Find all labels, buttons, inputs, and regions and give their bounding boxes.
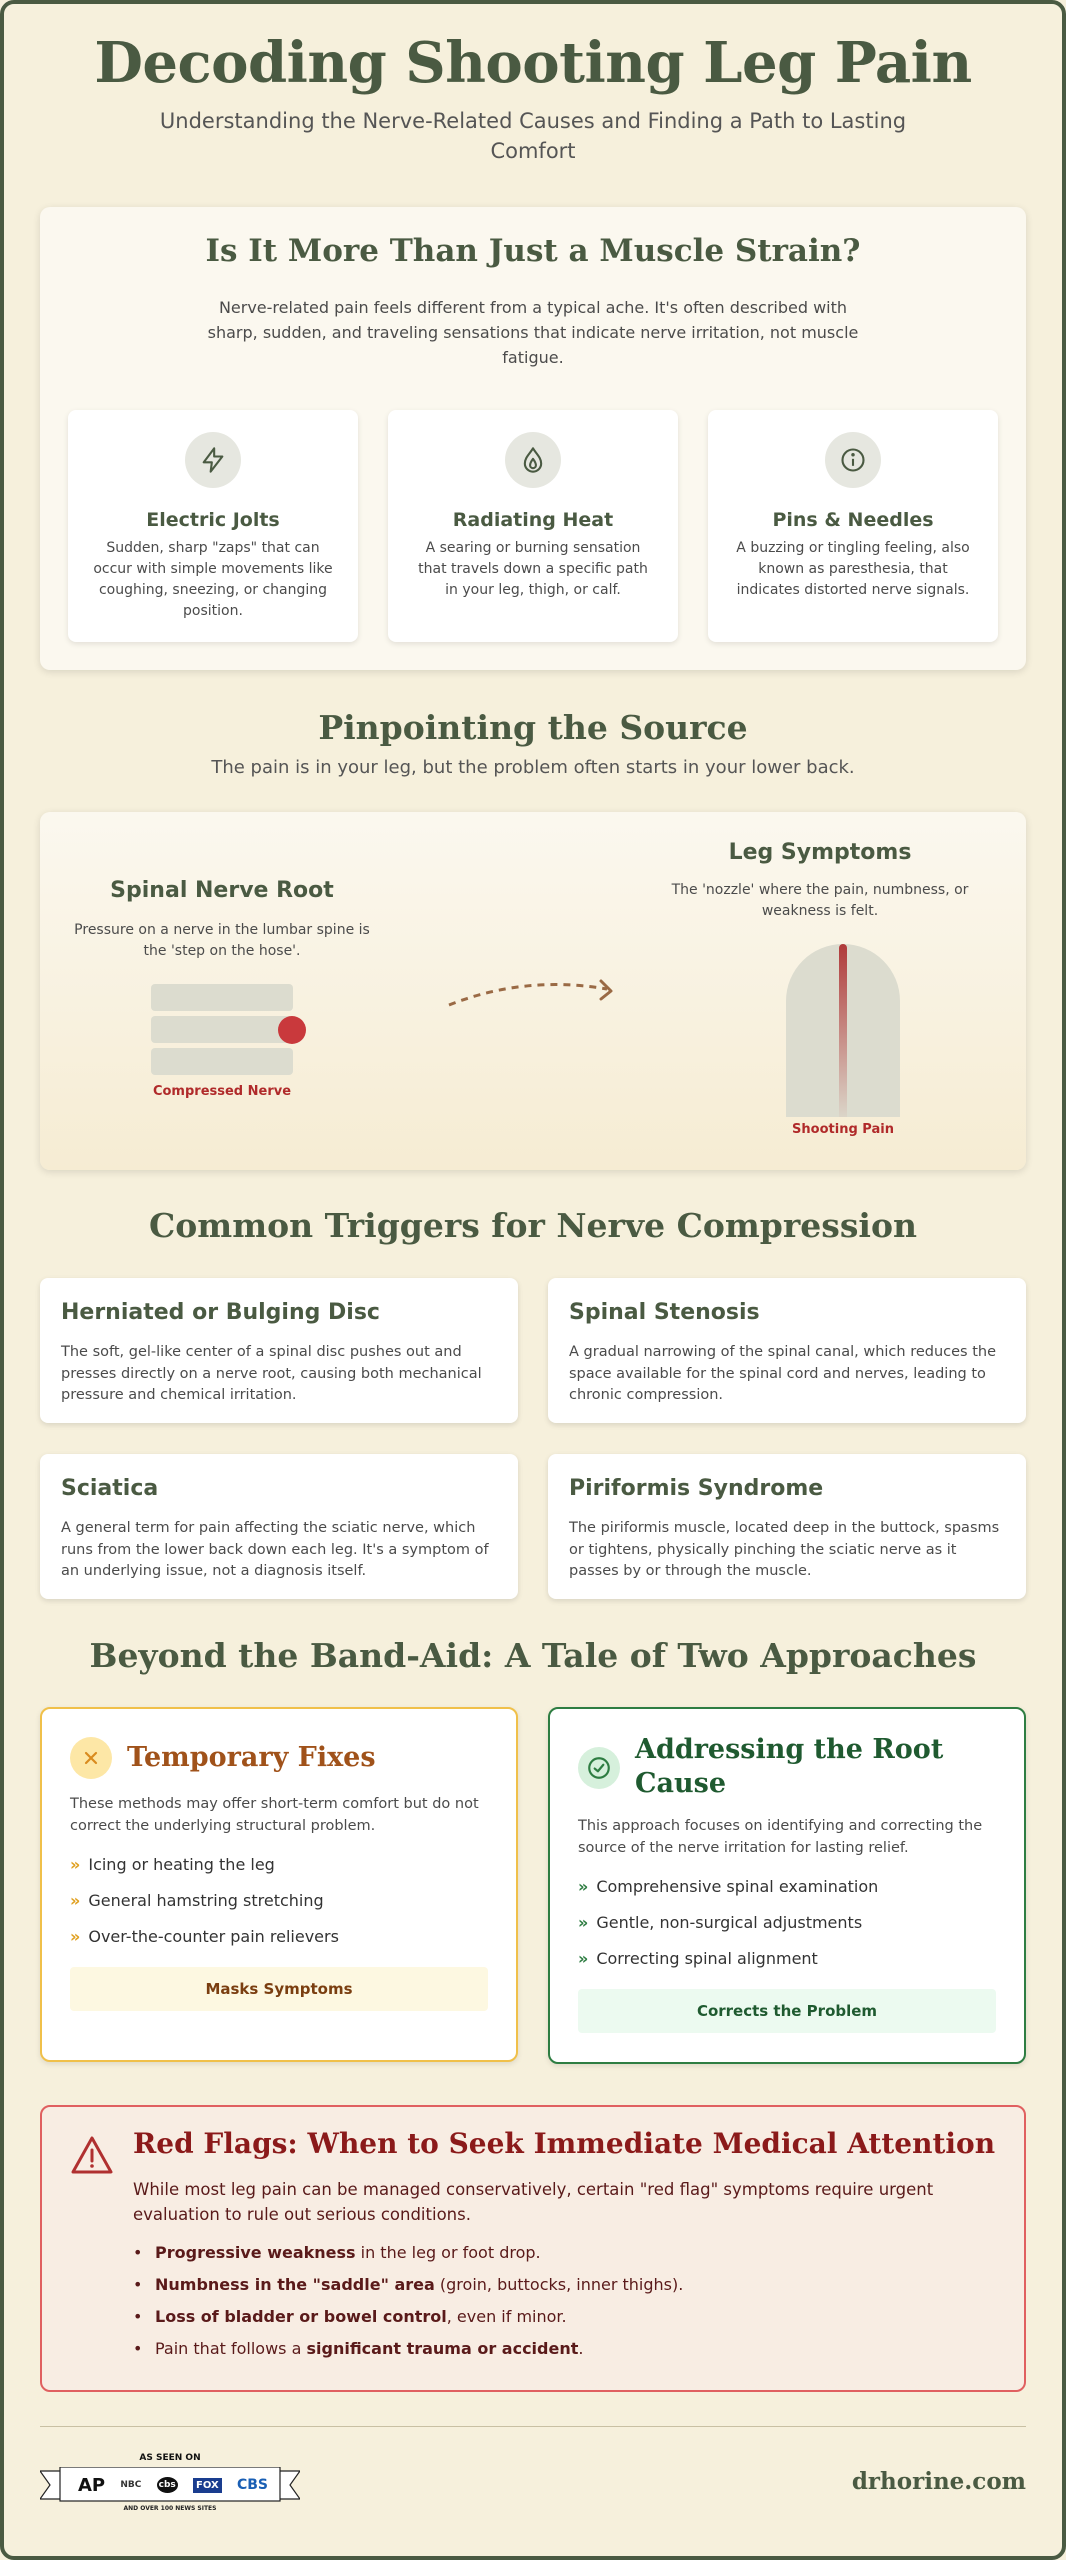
- ap-logo: AP: [78, 2474, 106, 2496]
- arrow-icon: [445, 967, 625, 1017]
- symptom-card-radiating-heat: [388, 410, 678, 642]
- masks-symptoms-tag: Masks Symptoms: [70, 1967, 488, 2011]
- more-sites-text: AND OVER 100 NEWS SITES: [123, 2505, 217, 2512]
- source-section-title: Pinpointing the Source: [318, 708, 748, 747]
- symptom-title: Electric Jolts: [146, 509, 280, 531]
- red-flags-desc: While most leg pain can be managed conservatively, certain "red flag" symptoms require urgent evaluation to rule out serious conditions.: [133, 2180, 934, 2224]
- close-icon: [70, 1737, 112, 1779]
- trigger-title: Sciatica: [61, 1476, 159, 1501]
- page-subtitle: Understanding the Nerve-Related Causes and Finding a Path to Lasting Comfort: [159, 109, 907, 163]
- trigger-title: Spinal Stenosis: [569, 1300, 760, 1325]
- network-logos: [78, 2473, 268, 2497]
- root-title: Addressing the Root Cause: [635, 1734, 944, 1799]
- red-flags-title: Red Flags: When to Seek Immediate Medical Attention: [133, 2127, 996, 2160]
- trigger-card-sciatica: [40, 1454, 518, 1599]
- leg-desc: The 'nozzle' where the pain, numbness, or weakness is felt.: [671, 882, 969, 919]
- trigger-desc: The piriformis muscle, located deep in the buttock, spasms or tightens, physically pinching the sciatic nerve as it passes by or through the muscle.: [569, 1520, 1000, 1579]
- as-seen-on-text: AS SEEN ON: [139, 2453, 201, 2463]
- vertebra: [151, 984, 293, 1011]
- info-icon: [825, 432, 881, 488]
- warning-icon: [70, 2135, 114, 2179]
- spine-desc: Pressure on a nerve in the lumbar spine is the 'step on the hose'.: [74, 922, 370, 959]
- nbc-logo: NBC: [120, 2480, 142, 2490]
- as-seen-on-badge: [40, 2453, 300, 2515]
- corrects-problem-tag: Corrects the Problem: [578, 1989, 996, 2033]
- temporary-fixes-card: [40, 1707, 518, 2062]
- compressed-nerve-label: Compressed Nerve: [152, 1084, 292, 1099]
- list-item: » Gentle, non-surgical adjustments: [578, 1913, 863, 1932]
- page-title: Decoding Shooting Leg Pain: [94, 30, 972, 96]
- flame-icon: [505, 432, 561, 488]
- trigger-desc: A general term for pain affecting the sciatic nerve, which runs from the lower back down each leg. It's a symptom of an underlying issue, not a diagnosis itself.: [61, 1520, 489, 1579]
- trigger-card-herniated-disc: [40, 1278, 518, 1423]
- root-desc: This approach focuses on identifying and correcting the source of the nerve irritation for lasting relief.: [578, 1818, 983, 1856]
- section-intro: Nerve-related pain feels different from a typical ache. It's often described with sharp, sudden, and traveling sensations that indicate nerve irritation, not muscle fatigue.: [207, 298, 859, 367]
- list-item: » General hamstring stretching: [70, 1891, 324, 1910]
- site-url[interactable]: drhorine.com: [851, 2468, 1026, 2495]
- symptom-card-pins-needles: [708, 410, 998, 642]
- vertebra: [151, 1048, 293, 1075]
- approaches-section-title: Beyond the Band-Aid: A Tale of Two Approaches: [89, 1636, 977, 1675]
- trigger-desc: A gradual narrowing of the spinal canal, which reduces the space available for the spinal cord and nerves, leading to chronic compression.: [569, 1344, 997, 1403]
- abc-logo: cbs: [157, 2477, 178, 2493]
- check-circle-icon: [578, 1747, 620, 1789]
- section-title: Is It More Than Just a Muscle Strain?: [205, 233, 861, 269]
- source-section-subtitle: The pain is in your leg, but the problem often starts in your lower back.: [211, 757, 855, 778]
- symptom-desc: Sudden, sharp "zaps" that can occur with simple movements like coughing, sneezing, or changing position.: [93, 540, 333, 619]
- symptom-title: Radiating Heat: [452, 509, 614, 531]
- list-item: • Loss of bladder or bowel control, even if minor.: [133, 2307, 567, 2326]
- temporary-title: Temporary Fixes: [127, 1742, 376, 1773]
- pain-path: [839, 944, 847, 1117]
- list-item: • Numbness in the "saddle" area (groin, buttocks, inner thighs).: [133, 2275, 684, 2294]
- red-flags-alert: [40, 2105, 1026, 2392]
- trigger-desc: The soft, gel-like center of a spinal disc pushes out and presses directly on a nerve root, causing both mechanical pressure and chemical irritation.: [61, 1344, 482, 1403]
- trigger-title: Herniated or Bulging Disc: [61, 1300, 380, 1325]
- shooting-pain-label: Shooting Pain: [792, 1122, 894, 1137]
- trigger-card-spinal-stenosis: [548, 1278, 1026, 1423]
- spine-title: Spinal Nerve Root: [110, 878, 334, 903]
- symptom-card-electric-jolts: [68, 410, 358, 642]
- lightning-icon: [185, 432, 241, 488]
- list-item: » Comprehensive spinal examination: [578, 1877, 879, 1896]
- list-item: • Pain that follows a significant trauma or accident.: [133, 2339, 584, 2358]
- cbs-logo: CBS: [236, 2477, 268, 2493]
- compressed-nerve-dot: [278, 1016, 306, 1044]
- list-item: • Progressive weakness in the leg or foot drop.: [133, 2243, 541, 2262]
- list-item: » Correcting spinal alignment: [578, 1949, 818, 1968]
- footer-divider: [40, 2426, 1026, 2427]
- triggers-section-title: Common Triggers for Nerve Compression: [149, 1206, 917, 1245]
- list-item: » Icing or heating the leg: [70, 1855, 275, 1874]
- symptom-title: Pins & Needles: [772, 509, 934, 531]
- list-item: » Over-the-counter pain relievers: [70, 1927, 339, 1946]
- vertebra: [151, 1016, 293, 1043]
- fox-logo: FOX: [193, 2478, 222, 2493]
- leg-title: Leg Symptoms: [728, 840, 912, 865]
- trigger-card-piriformis: [548, 1454, 1026, 1599]
- temporary-desc: These methods may offer short-term comfort but do not correct the underlying structural problem.: [70, 1796, 479, 1834]
- symptom-desc: A searing or burning sensation that travels down a specific path in your leg, thigh, or calf.: [418, 540, 648, 598]
- symptom-desc: A buzzing or tingling feeling, also known as paresthesia, that indicates distorted nerve signals.: [736, 540, 970, 598]
- source-diagram: [40, 812, 1026, 1170]
- root-cause-card: [548, 1707, 1026, 2064]
- trigger-title: Piriformis Syndrome: [569, 1476, 824, 1501]
- muscle-strain-section: [40, 207, 1026, 670]
